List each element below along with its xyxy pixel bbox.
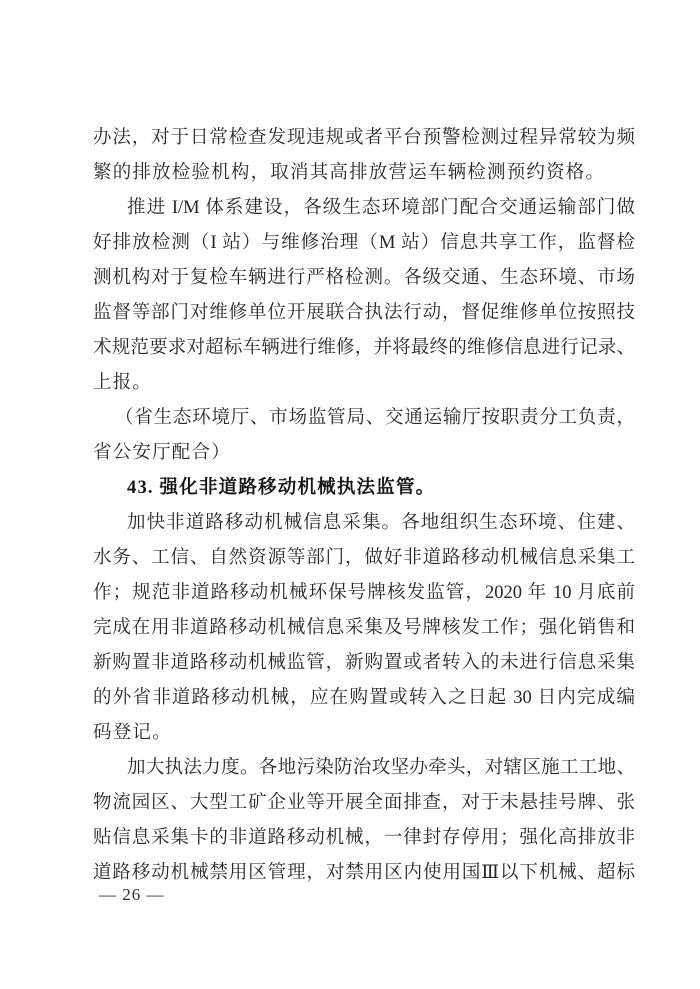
text-line: 完成在用非道路移动机械信息采集及号牌核发工作；强化销售和	[93, 618, 635, 638]
page-number: — 26 —	[99, 885, 165, 904]
text-line: 加快非道路移动机械信息采集。各地组织生态环境、住建、	[127, 513, 635, 533]
attribution-line: 省公安厅配合）	[93, 443, 231, 463]
attribution-line: （省生态环境厅、市场监管局、交通运输厅按职责分工负责，	[115, 408, 635, 428]
document-body	[93, 121, 635, 891]
text-line: 繁的排放检验机构，取消其高排放营运车辆检测预约资格。	[93, 163, 606, 183]
text-line: 贴信息采集卡的非道路移动机械，一律封存停用；强化高排放非	[93, 828, 635, 848]
text-line: 新购置非道路移动机械监管，新购置或者转入的未进行信息采集	[93, 653, 635, 673]
text-line: 推进 I/M 体系建设，各级生态环境部门配合交通运输部门做	[127, 198, 635, 218]
text-line: 上报。	[93, 373, 153, 393]
text-line: 码登记。	[93, 723, 172, 743]
text-line: 办法，对于日常检查发现违规或者平台预警检测过程异常较为频	[93, 128, 635, 148]
text-line: 监督等部门对维修单位开展联合执法行动，督促维修单位按照技	[93, 303, 635, 323]
text-line: 道路移动机械禁用区管理，对禁用区内使用国Ⅲ以下机械、超标	[93, 863, 635, 883]
text-line: 的外省非道路移动机械，应在购置或转入之日起 30 日内完成编	[93, 688, 635, 708]
text-line: 术规范要求对超标车辆进行维修，并将最终的维修信息进行记录、	[93, 338, 635, 358]
text-line: 测机构对于复检车辆进行严格检测。各级交通、生态环境、市场	[93, 268, 635, 288]
text-line: 作；规范非道路移动机械环保号牌核发监管，2020 年 10 月底前	[93, 583, 635, 603]
text-line: 水务、工信、自然资源等部门，做好非道路移动机械信息采集工	[93, 548, 635, 568]
text-line: 好排放检测（I 站）与维修治理（M 站）信息共享工作，监督检	[93, 233, 635, 253]
section-heading: 43. 强化非道路移动机械执法监管。	[127, 478, 436, 498]
text-line: 加大执法力度。各地污染防治攻坚办牵头，对辖区施工工地、	[127, 758, 635, 778]
text-line: 物流园区、大型工矿企业等开展全面排查，对于未悬挂号牌、张	[93, 793, 635, 813]
